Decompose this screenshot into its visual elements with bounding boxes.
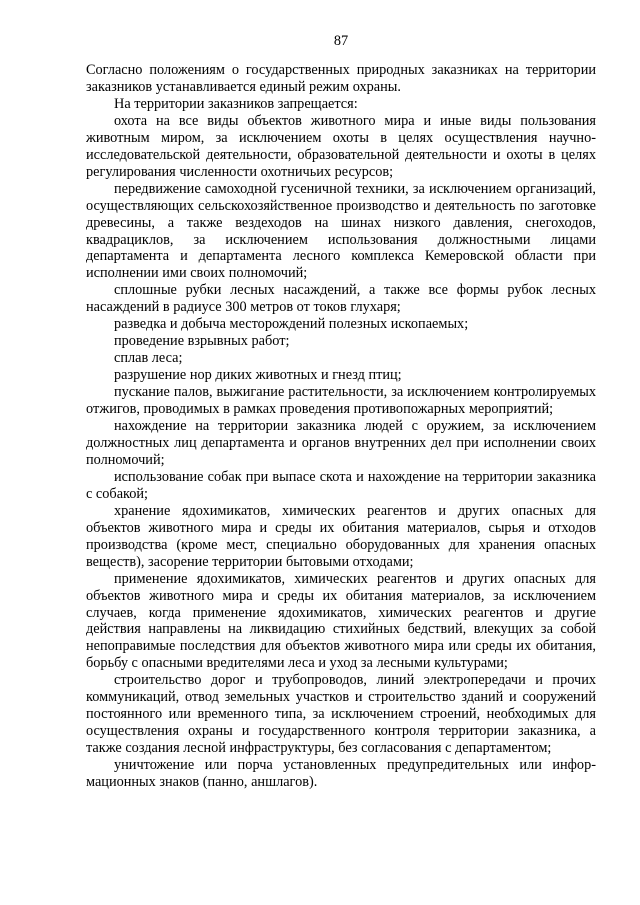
prohibition-mining: разведка и добыча месторождений полезных ископаемых; [114,316,469,333]
prohibition-dogs: использование собак при выпасе скота и нахождение на территории заказника с собакой; [86,468,596,502]
prohibition-tracked-vehicles: передвижение самоходной гусеничной техники, за исключением организаций, осуществляющих сельскохозяйственное производство и деятельность по заготовке древесины, а также вездеходов на шинах низкого давления, снегоходов, квадрациклов, за исключением использования должностными лицами департамента и департамента лесного комплекса Кемеровской области при исполнении ими своих полномочий; [86,180,596,282]
prohibition-blasting: проведение взрывных работ; [114,333,290,350]
intro-paragraph: Согласно положениям о государственных природных заказниках на территории заказников устанавливается единый режим охраны. [86,62,596,95]
prohibition-chemical-storage: хранение ядохимикатов, химических реагентов и других опасных для объектов животного мира и среды их обитания материалов, сырья и отходов производства (кроме мест, специально оборудованных для хранения опасных веществ), засорение территории бытовыми отходами; [86,502,596,570]
prohibition-burning: пускание палов, выжигание растительности, за исключением контролируемых отжигов, проводимых в рамках проведения противопожарных мероприятий; [86,384,596,418]
prohibition-chemical-use: применение ядохимикатов, химических реагентов и других опасных для объектов животного мира и среды их обитания материалов, за исключением случаев, когда применение ядохимикатов, химических реагентов и другие действия направлены на ликвидацию стихийных бедствий, влекущих за собой непоправимые последствия для объектов животного мира или среды их обитания, борьбу с опасными вредителями леса и уход за лесными культурами; [86,570,596,672]
document-page [86,33,596,791]
prohibition-sign-damage: уничтожение или порча установленных предупредительных или информационных знаков (панно, аншлагов). [86,757,596,791]
prohibition-timber-rafting: сплав леса; [114,350,183,367]
page-number: 87 [333,33,349,49]
prohibition-destroying-burrows-nests: разрушение нор диких животных и гнезд птиц; [114,367,402,384]
prohibited-heading: На территории заказников запрещается: [114,95,358,112]
prohibition-weapons: нахождение на территории заказника людей с оружием, за исключением должностных лиц департамента и органов внутренних дел при исполнении своих полномочий; [86,418,596,468]
prohibition-clear-cutting: сплошные рубки лесных насаждений, а также все формы рубок лесных насаждений в радиусе 300 метров от токов глухаря; [86,282,596,316]
prohibition-hunting: охота на все виды объектов животного мира и иные виды пользования животным миром, за исключением охоты в целях осуществления научно-исследовательской деятельности, образовательной деятельности и охоты в целях регулирования численности охотничьих ресурсов; [86,112,596,180]
prohibition-construction: строительство дорог и трубопроводов, линий электропередачи и прочих коммуникаций, отвод земельных участков и строительство зданий и сооружений постоянного или временного типа, за исключением строений, необходимых для осуществления охраны и государственного контроля территории заказника, а также создания лесной инфраструктуры, без согласования с департаментом; [86,672,596,757]
